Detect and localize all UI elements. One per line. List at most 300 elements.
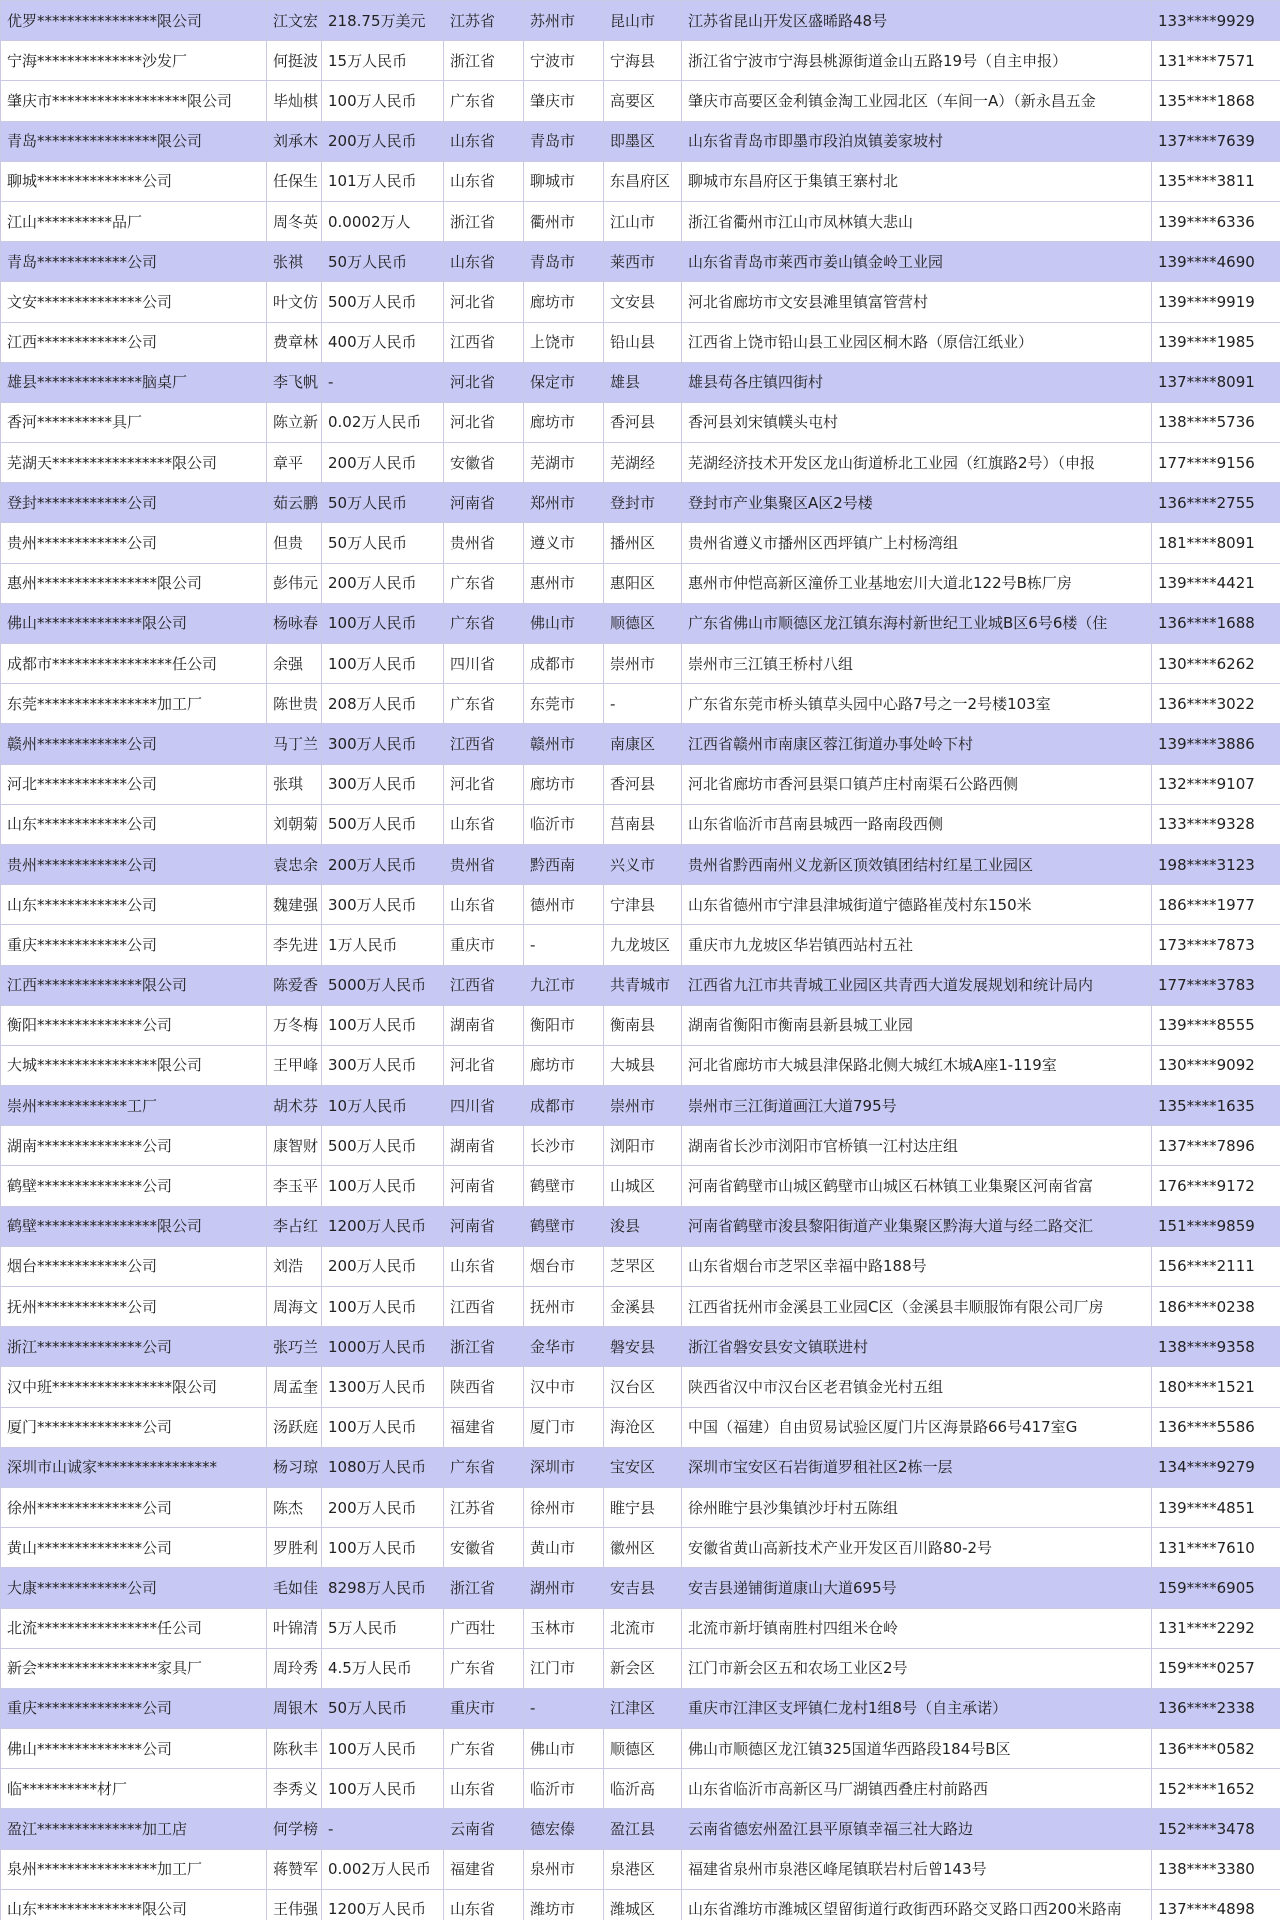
province-cell: 四川省 (444, 1086, 524, 1126)
city-cell: 廊坊市 (524, 402, 604, 442)
district-cell: 新会区 (604, 1648, 682, 1688)
capital-cell: 1000万人民币 (322, 1327, 444, 1367)
city-cell: 汉中市 (524, 1367, 604, 1407)
province-cell: 四川省 (444, 644, 524, 684)
capital-cell: 0.0002万人 (322, 201, 444, 241)
table-row (1, 925, 1280, 965)
company-name-cell: 雄县**************脑桌厂 (1, 362, 267, 402)
phone-cell: 138****5736 (1152, 402, 1280, 442)
district-cell: 崇州市 (604, 644, 682, 684)
province-cell: 江苏省 (444, 1487, 524, 1527)
province-cell: 河北省 (444, 764, 524, 804)
legal-rep-cell: 江文宏 (267, 1, 322, 41)
province-cell: 广东省 (444, 81, 524, 121)
address-cell: 重庆市江津区支坪镇仁龙村1组8号（自主承诺） (682, 1688, 1152, 1728)
city-cell: 佛山市 (524, 1729, 604, 1769)
district-cell: 共青城市 (604, 965, 682, 1005)
capital-cell: 50万人民币 (322, 483, 444, 523)
legal-rep-cell: 刘浩 (267, 1246, 322, 1286)
table-row (1, 1246, 1280, 1286)
capital-cell: 200万人民币 (322, 1246, 444, 1286)
table-row (1, 603, 1280, 643)
table-row (1, 885, 1280, 925)
city-cell: 郑州市 (524, 483, 604, 523)
province-cell: 广东省 (444, 1648, 524, 1688)
legal-rep-cell: 张祺 (267, 242, 322, 282)
province-cell: 浙江省 (444, 41, 524, 81)
address-cell: 贵州省黔西南州义龙新区顶效镇团结村红星工业园区 (682, 844, 1152, 884)
phone-cell: 186****1977 (1152, 885, 1280, 925)
address-cell: 江西省九江市共青城工业园区共青西大道发展规划和统计局内 (682, 965, 1152, 1005)
capital-cell: 300万人民币 (322, 724, 444, 764)
company-name-cell: 山东************公司 (1, 885, 267, 925)
company-name-cell: 惠州****************限公司 (1, 563, 267, 603)
province-cell: 河南省 (444, 1166, 524, 1206)
table-row (1, 1166, 1280, 1206)
city-cell: 遵义市 (524, 523, 604, 563)
company-name-cell: 浙江**************公司 (1, 1327, 267, 1367)
city-cell: 聊城市 (524, 161, 604, 201)
address-cell: 贵州省遵义市播州区西坪镇广上村杨湾组 (682, 523, 1152, 563)
city-cell: 鹤壁市 (524, 1166, 604, 1206)
phone-cell: 137****8091 (1152, 362, 1280, 402)
province-cell: 河南省 (444, 1206, 524, 1246)
phone-cell: 136****0582 (1152, 1729, 1280, 1769)
district-cell: 宁津县 (604, 885, 682, 925)
table-row (1, 1769, 1280, 1809)
legal-rep-cell: 汤跃庭 (267, 1407, 322, 1447)
address-cell: 广东省东莞市桥头镇草头园中心路7号之一2号楼103室 (682, 684, 1152, 724)
phone-cell: 139****4851 (1152, 1487, 1280, 1527)
address-cell: 浙江省磐安县安文镇联进村 (682, 1327, 1152, 1367)
address-cell: 安吉县递铺街道康山大道695号 (682, 1568, 1152, 1608)
address-cell: 浙江省宁波市宁海县桃源街道金山五路19号（自主申报） (682, 41, 1152, 81)
address-cell: 山东省青岛市莱西市姜山镇金岭工业园 (682, 242, 1152, 282)
address-cell: 北流市新圩镇南胜村四组米仓岭 (682, 1608, 1152, 1648)
district-cell: 泉港区 (604, 1849, 682, 1889)
district-cell: 睢宁县 (604, 1487, 682, 1527)
capital-cell: - (322, 1809, 444, 1849)
legal-rep-cell: 周海文 (267, 1287, 322, 1327)
address-cell: 雄县苟各庄镇四街村 (682, 362, 1152, 402)
capital-cell: 101万人民币 (322, 161, 444, 201)
phone-cell: 137****7639 (1152, 121, 1280, 161)
table-row (1, 1528, 1280, 1568)
capital-cell: 5000万人民币 (322, 965, 444, 1005)
district-cell: 登封市 (604, 483, 682, 523)
company-name-cell: 江西************公司 (1, 322, 267, 362)
province-cell: 广东省 (444, 684, 524, 724)
capital-cell: 200万人民币 (322, 844, 444, 884)
city-cell: 潍坊市 (524, 1889, 604, 1920)
phone-cell: 186****0238 (1152, 1287, 1280, 1327)
capital-cell: 50万人民币 (322, 523, 444, 563)
table-row (1, 844, 1280, 884)
province-cell: 河北省 (444, 402, 524, 442)
province-cell: 湖南省 (444, 1126, 524, 1166)
legal-rep-cell: 万冬梅 (267, 1005, 322, 1045)
table-row (1, 764, 1280, 804)
table-row (1, 1608, 1280, 1648)
phone-cell: 135****1635 (1152, 1086, 1280, 1126)
district-cell: 莒南县 (604, 804, 682, 844)
table-row (1, 1889, 1280, 1920)
legal-rep-cell: 陈爱香 (267, 965, 322, 1005)
city-cell: 赣州市 (524, 724, 604, 764)
table-row (1, 724, 1280, 764)
legal-rep-cell: 王伟强 (267, 1889, 322, 1920)
address-cell: 徐州睢宁县沙集镇沙圩村五陈组 (682, 1487, 1152, 1527)
table-row (1, 965, 1280, 1005)
capital-cell: 1200万人民币 (322, 1206, 444, 1246)
company-name-cell: 登封************公司 (1, 483, 267, 523)
province-cell: 广东省 (444, 1447, 524, 1487)
legal-rep-cell: 毕灿棋 (267, 81, 322, 121)
legal-rep-cell: 王甲峰 (267, 1045, 322, 1085)
table-row (1, 804, 1280, 844)
district-cell: 兴义市 (604, 844, 682, 884)
legal-rep-cell: 张巧兰 (267, 1327, 322, 1367)
province-cell: 山东省 (444, 242, 524, 282)
table-row (1, 1648, 1280, 1688)
address-cell: 登封市产业集聚区A区2号楼 (682, 483, 1152, 523)
address-cell: 崇州市三江镇王桥村八组 (682, 644, 1152, 684)
address-cell: 湖南省衡阳市衡南县新县城工业园 (682, 1005, 1152, 1045)
capital-cell: 1300万人民币 (322, 1367, 444, 1407)
phone-cell: 134****9279 (1152, 1447, 1280, 1487)
capital-cell: 300万人民币 (322, 764, 444, 804)
address-cell: 云南省德宏州盈江县平原镇幸福三社大路边 (682, 1809, 1152, 1849)
district-cell: 临沂高 (604, 1769, 682, 1809)
city-cell: 廊坊市 (524, 1045, 604, 1085)
legal-rep-cell: 何学榜 (267, 1809, 322, 1849)
address-cell: 江门市新会区五和农场工业区2号 (682, 1648, 1152, 1688)
company-name-cell: 江山**********品厂 (1, 201, 267, 241)
phone-cell: 139****1985 (1152, 322, 1280, 362)
city-cell: 惠州市 (524, 563, 604, 603)
capital-cell: 300万人民币 (322, 1045, 444, 1085)
phone-cell: 159****6905 (1152, 1568, 1280, 1608)
address-cell: 河南省鹤壁市浚县黎阳街道产业集聚区黔海大道与经二路交汇 (682, 1206, 1152, 1246)
address-cell: 河北省廊坊市大城县津保路北侧大城红木城A座1-119室 (682, 1045, 1152, 1085)
capital-cell: 15万人民币 (322, 41, 444, 81)
city-cell: 金华市 (524, 1327, 604, 1367)
capital-cell: 8298万人民币 (322, 1568, 444, 1608)
capital-cell: 50万人民币 (322, 242, 444, 282)
company-name-cell: 山东************公司 (1, 804, 267, 844)
legal-rep-cell: 彭伟元 (267, 563, 322, 603)
district-cell: 顺德区 (604, 1729, 682, 1769)
phone-cell: 176****9172 (1152, 1166, 1280, 1206)
city-cell: 德宏傣 (524, 1809, 604, 1849)
table-row (1, 443, 1280, 483)
company-name-cell: 香河**********具厂 (1, 402, 267, 442)
address-cell: 惠州市仲恺高新区潼侨工业基地宏川大道北122号B栋厂房 (682, 563, 1152, 603)
province-cell: 山东省 (444, 1769, 524, 1809)
province-cell: 江西省 (444, 965, 524, 1005)
legal-rep-cell: 刘承木 (267, 121, 322, 161)
province-cell: 陕西省 (444, 1367, 524, 1407)
phone-cell: 136****5586 (1152, 1407, 1280, 1447)
company-name-cell: 鹤壁**************公司 (1, 1166, 267, 1206)
capital-cell: 200万人民币 (322, 1487, 444, 1527)
legal-rep-cell: 康智财 (267, 1126, 322, 1166)
table-row (1, 1, 1280, 41)
province-cell: 云南省 (444, 1809, 524, 1849)
district-cell: 顺德区 (604, 603, 682, 643)
province-cell: 河北省 (444, 282, 524, 322)
province-cell: 河北省 (444, 362, 524, 402)
capital-cell: 200万人民币 (322, 121, 444, 161)
legal-rep-cell: 毛如佳 (267, 1568, 322, 1608)
district-cell: 南康区 (604, 724, 682, 764)
province-cell: 江西省 (444, 724, 524, 764)
address-cell: 山东省烟台市芝罘区幸福中路188号 (682, 1246, 1152, 1286)
district-cell: 播州区 (604, 523, 682, 563)
company-name-cell: 佛山**************限公司 (1, 603, 267, 643)
legal-rep-cell: 陈杰 (267, 1487, 322, 1527)
province-cell: 河北省 (444, 1045, 524, 1085)
district-cell: 芝罘区 (604, 1246, 682, 1286)
address-cell: 香河县刘宋镇幞头屯村 (682, 402, 1152, 442)
phone-cell: 130****6262 (1152, 644, 1280, 684)
district-cell: 香河县 (604, 402, 682, 442)
address-cell: 肇庆市高要区金利镇金淘工业园北区（车间一A）（新永昌五金 (682, 81, 1152, 121)
phone-cell: 133****9328 (1152, 804, 1280, 844)
company-name-cell: 徐州**************公司 (1, 1487, 267, 1527)
address-cell: 山东省临沂市莒南县城西一路南段西侧 (682, 804, 1152, 844)
district-cell: 衡南县 (604, 1005, 682, 1045)
capital-cell: 100万人民币 (322, 81, 444, 121)
district-cell: 高要区 (604, 81, 682, 121)
phone-cell: 138****3380 (1152, 1849, 1280, 1889)
phone-cell: 131****7610 (1152, 1528, 1280, 1568)
province-cell: 重庆市 (444, 925, 524, 965)
table-row (1, 1729, 1280, 1769)
legal-rep-cell: 陈世贵 (267, 684, 322, 724)
address-cell: 聊城市东昌府区于集镇王寨村北 (682, 161, 1152, 201)
phone-cell: 136****2755 (1152, 483, 1280, 523)
legal-rep-cell: 袁忠余 (267, 844, 322, 884)
district-cell: 文安县 (604, 282, 682, 322)
capital-cell: 500万人民币 (322, 804, 444, 844)
table-row (1, 1005, 1280, 1045)
legal-rep-cell: 李玉平 (267, 1166, 322, 1206)
capital-cell: 100万人民币 (322, 1407, 444, 1447)
legal-rep-cell: 张琪 (267, 764, 322, 804)
city-cell: 成都市 (524, 1086, 604, 1126)
legal-rep-cell: 陈立新 (267, 402, 322, 442)
city-cell: 厦门市 (524, 1407, 604, 1447)
city-cell: 佛山市 (524, 603, 604, 643)
district-cell: 山城区 (604, 1166, 682, 1206)
company-name-cell: 赣州************公司 (1, 724, 267, 764)
table-row (1, 563, 1280, 603)
table-row (1, 1447, 1280, 1487)
legal-rep-cell: 何挺波 (267, 41, 322, 81)
legal-rep-cell: 马丁兰 (267, 724, 322, 764)
capital-cell: 100万人民币 (322, 1166, 444, 1206)
table-row (1, 161, 1280, 201)
city-cell: 宁波市 (524, 41, 604, 81)
address-cell: 中国（福建）自由贸易试验区厦门片区海景路66号417室G (682, 1407, 1152, 1447)
province-cell: 广东省 (444, 563, 524, 603)
city-cell: 保定市 (524, 362, 604, 402)
district-cell: 芜湖经 (604, 443, 682, 483)
phone-cell: 139****6336 (1152, 201, 1280, 241)
district-cell: 潍城区 (604, 1889, 682, 1920)
district-cell: 香河县 (604, 764, 682, 804)
district-cell: 宁海县 (604, 41, 682, 81)
phone-cell: 137****7896 (1152, 1126, 1280, 1166)
province-cell: 江苏省 (444, 1, 524, 41)
table-row (1, 41, 1280, 81)
district-cell: 昆山市 (604, 1, 682, 41)
province-cell: 山东省 (444, 161, 524, 201)
legal-rep-cell: 周孟奎 (267, 1367, 322, 1407)
company-name-cell: 重庆************公司 (1, 925, 267, 965)
address-cell: 河北省廊坊市文安县滩里镇富管营村 (682, 282, 1152, 322)
district-cell: 浚县 (604, 1206, 682, 1246)
phone-cell: 139****8555 (1152, 1005, 1280, 1045)
table-row (1, 644, 1280, 684)
address-cell: 山东省德州市宁津县津城街道宁德路崔茂村东150米 (682, 885, 1152, 925)
legal-rep-cell: 刘朝菊 (267, 804, 322, 844)
address-cell: 佛山市顺德区龙江镇325国道华西路段184号B区 (682, 1729, 1152, 1769)
province-cell: 福建省 (444, 1407, 524, 1447)
phone-cell: 181****8091 (1152, 523, 1280, 563)
company-name-cell: 青岛************公司 (1, 242, 267, 282)
address-cell: 浙江省衢州市江山市凤林镇大悲山 (682, 201, 1152, 241)
legal-rep-cell: 周玲秀 (267, 1648, 322, 1688)
table-row (1, 1849, 1280, 1889)
district-cell: 北流市 (604, 1608, 682, 1648)
company-name-cell: 山东**************限公司 (1, 1889, 267, 1920)
province-cell: 广东省 (444, 1729, 524, 1769)
phone-cell: 177****9156 (1152, 443, 1280, 483)
province-cell: 山东省 (444, 1889, 524, 1920)
address-cell: 湖南省长沙市浏阳市官桥镇一江村达庄组 (682, 1126, 1152, 1166)
company-name-cell: 深圳市山诚家**************** (1, 1447, 267, 1487)
province-cell: 河南省 (444, 483, 524, 523)
district-cell: 东昌府区 (604, 161, 682, 201)
city-cell: 徐州市 (524, 1487, 604, 1527)
city-cell: 青岛市 (524, 242, 604, 282)
phone-cell: 136****2338 (1152, 1688, 1280, 1728)
table-row (1, 121, 1280, 161)
city-cell: 黄山市 (524, 1528, 604, 1568)
table-row (1, 402, 1280, 442)
company-name-cell: 抚州************公司 (1, 1287, 267, 1327)
city-cell: 九江市 (524, 965, 604, 1005)
legal-rep-cell: 费章林 (267, 322, 322, 362)
phone-cell: 156****2111 (1152, 1246, 1280, 1286)
company-name-cell: 烟台************公司 (1, 1246, 267, 1286)
city-cell: 衢州市 (524, 201, 604, 241)
company-name-cell: 新会****************家具厂 (1, 1648, 267, 1688)
company-name-cell: 成都市****************任公司 (1, 644, 267, 684)
legal-rep-cell: 蒋赞军 (267, 1849, 322, 1889)
table-row (1, 282, 1280, 322)
province-cell: 浙江省 (444, 201, 524, 241)
company-name-cell: 江西**************限公司 (1, 965, 267, 1005)
phone-cell: 152****3478 (1152, 1809, 1280, 1849)
phone-cell: 173****7873 (1152, 925, 1280, 965)
city-cell: 廊坊市 (524, 282, 604, 322)
capital-cell: 0.02万人民币 (322, 402, 444, 442)
province-cell: 浙江省 (444, 1568, 524, 1608)
phone-cell: 151****9859 (1152, 1206, 1280, 1246)
table-row (1, 483, 1280, 523)
company-name-cell: 宁海**************沙发厂 (1, 41, 267, 81)
district-cell: 海沧区 (604, 1407, 682, 1447)
capital-cell: 400万人民币 (322, 322, 444, 362)
capital-cell: 1200万人民币 (322, 1889, 444, 1920)
city-cell: 临沂市 (524, 804, 604, 844)
table-row (1, 1367, 1280, 1407)
address-cell: 广东省佛山市顺德区龙江镇东海村新世纪工业城B区6号6楼（住 (682, 603, 1152, 643)
capital-cell: - (322, 362, 444, 402)
phone-cell: 198****3123 (1152, 844, 1280, 884)
capital-cell: 10万人民币 (322, 1086, 444, 1126)
legal-rep-cell: 茹云鹏 (267, 483, 322, 523)
province-cell: 湖南省 (444, 1005, 524, 1045)
phone-cell: 135****3811 (1152, 161, 1280, 201)
province-cell: 山东省 (444, 885, 524, 925)
company-name-cell: 青岛****************限公司 (1, 121, 267, 161)
capital-cell: 4.5万人民币 (322, 1648, 444, 1688)
district-cell: 即墨区 (604, 121, 682, 161)
district-cell: 安吉县 (604, 1568, 682, 1608)
phone-cell: 130****9092 (1152, 1045, 1280, 1085)
province-cell: 福建省 (444, 1849, 524, 1889)
company-name-cell: 大康************公司 (1, 1568, 267, 1608)
table-row (1, 81, 1280, 121)
city-cell: 烟台市 (524, 1246, 604, 1286)
capital-cell: 50万人民币 (322, 1688, 444, 1728)
province-cell: 安徽省 (444, 443, 524, 483)
province-cell: 贵州省 (444, 523, 524, 563)
company-name-cell: 崇州************工厂 (1, 1086, 267, 1126)
phone-cell: 177****3783 (1152, 965, 1280, 1005)
city-cell: 深圳市 (524, 1447, 604, 1487)
address-cell: 崇州市三江街道画江大道795号 (682, 1086, 1152, 1126)
table-row (1, 523, 1280, 563)
legal-rep-cell: 李飞帆 (267, 362, 322, 402)
legal-rep-cell: 杨习琼 (267, 1447, 322, 1487)
legal-rep-cell: 章平 (267, 443, 322, 483)
capital-cell: 100万人民币 (322, 1287, 444, 1327)
company-name-cell: 黄山**************公司 (1, 1528, 267, 1568)
company-name-cell: 贵州************公司 (1, 844, 267, 884)
capital-cell: 100万人民币 (322, 644, 444, 684)
legal-rep-cell: 陈秋丰 (267, 1729, 322, 1769)
capital-cell: 1万人民币 (322, 925, 444, 965)
address-cell: 山东省青岛市即墨市段泊岚镇姜家坡村 (682, 121, 1152, 161)
legal-rep-cell: 叶文仿 (267, 282, 322, 322)
legal-rep-cell: 叶锦清 (267, 1608, 322, 1648)
city-cell: 德州市 (524, 885, 604, 925)
province-cell: 贵州省 (444, 844, 524, 884)
address-cell: 芜湖经济技术开发区龙山街道桥北工业园（红旗路2号）（申报 (682, 443, 1152, 483)
district-cell: 江山市 (604, 201, 682, 241)
table-row (1, 322, 1280, 362)
legal-rep-cell: 李先进 (267, 925, 322, 965)
district-cell: 浏阳市 (604, 1126, 682, 1166)
company-name-cell: 临**********材厂 (1, 1769, 267, 1809)
table-row (1, 1086, 1280, 1126)
company-name-cell: 鹤壁****************限公司 (1, 1206, 267, 1246)
